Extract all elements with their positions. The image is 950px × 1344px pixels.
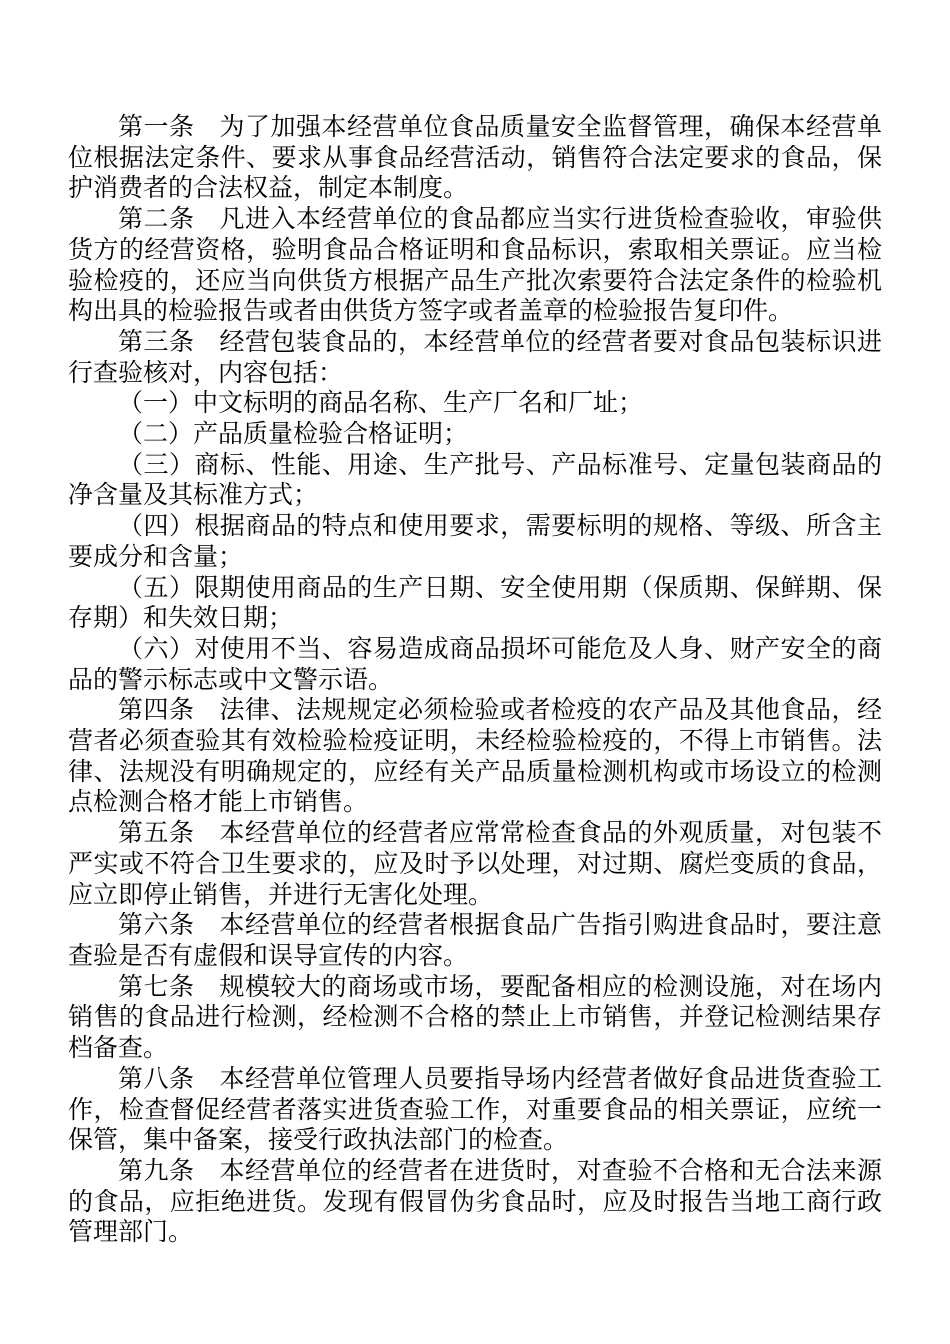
article-text: 本经营单位的经营者根据食品广告指引购进食品时，要注意查验是否有虚假和误导宣传的内容。 xyxy=(68,910,882,970)
article-text: 本经营单位管理人员要指导场内经营者做好食品进货查验工作，检查督促经营者落实进货查验工作，对重要食品的相关票证，应统一保管，集中备案，接受行政执法部门的检查。 xyxy=(68,1063,882,1155)
article-9 xyxy=(68,1156,882,1248)
article-text: 法律、法规规定必须检验或者检疫的农产品及其他食品，经营者必须查验其有效检验检疫证明，未经检验检疫的，不得上市销售。法律、法规没有明确规定的，应经有关产品质量检测机构或市场设立的检测点检测合格才能上市销售。 xyxy=(68,695,882,817)
article-label: 第六条 xyxy=(118,910,195,940)
article-3 xyxy=(68,327,882,388)
list-item-2: （二）产品质量检验合格证明； xyxy=(118,419,469,449)
article-label: 第二条 xyxy=(118,204,195,234)
article-text: 规模较大的商场或市场，要配备相应的检测设施，对在场内销售的食品进行检测，经检测不合格的禁止上市销售，并登记检测结果存档备查。 xyxy=(68,971,882,1063)
article-7 xyxy=(68,972,882,1064)
article-1 xyxy=(68,112,882,204)
list-item-5: （五）限期使用商品的生产日期、安全使用期（保质期、保鲜期、保存期）和失效日期； xyxy=(68,572,882,633)
article-text: 为了加强本经营单位食品质量安全监督管理，确保本经营单位根据法定条件、要求从事食品经营活动，销售符合法定要求的食品，保护消费者的合法权益，制定本制度。 xyxy=(68,112,882,203)
article-5 xyxy=(68,818,882,910)
article-label: 第一条 xyxy=(118,112,195,141)
list-item-6: （六）对使用不当、容易造成商品损坏可能危及人身、财产安全的商品的警示标志或中文警示语。 xyxy=(68,633,882,694)
article-label: 第七条 xyxy=(118,971,195,1001)
article-label: 第四条 xyxy=(118,695,195,725)
article-2 xyxy=(68,204,882,327)
list-item-4: （四）根据商品的特点和使用要求，需要标明的规格、等级、所含主要成分和含量； xyxy=(68,511,882,571)
article-text: 本经营单位的经营者在进货时，对查验不合格和无合法来源的食品，应拒绝进货。发现有假冒伪劣食品时，应及时报告当地工商行政管理部门。 xyxy=(68,1155,882,1247)
article-label: 第九条 xyxy=(118,1155,195,1185)
article-label: 第五条 xyxy=(118,818,195,848)
article-text: 本经营单位的经营者应常常检查食品的外观质量，对包装不严实或不符合卫生要求的，应及时予以处理，对过期、腐烂变质的食品，应立即停止销售，并进行无害化处理。 xyxy=(68,818,882,909)
article-label: 第三条 xyxy=(118,326,195,356)
article-label: 第八条 xyxy=(118,1063,195,1093)
article-8 xyxy=(68,1064,882,1156)
article-text: 凡进入本经营单位的食品都应当实行进货检查验收，审验供货方的经营资格，验明食品合格证明和食品标识，索取相关票证。应当检验检疫的，还应当向供货方根据产品生产批次索要符合法定条件的检验机构出具的检验报告或者由供货方签字或者盖章的检验报告复印件。 xyxy=(68,204,882,326)
article-4 xyxy=(68,695,882,818)
list-item-1: （一）中文标明的商品名称、生产厂名和厂址； xyxy=(118,388,644,418)
document-body xyxy=(68,112,882,1248)
article-text: 经营包装食品的，本经营单位的经营者要对食品包装标识进行查验核对，内容包括： xyxy=(68,326,882,387)
article-6 xyxy=(68,910,882,971)
list-item-3: （三）商标、性能、用途、生产批号、产品标准号、定量包装商品的净含量及其标准方式； xyxy=(68,449,882,510)
